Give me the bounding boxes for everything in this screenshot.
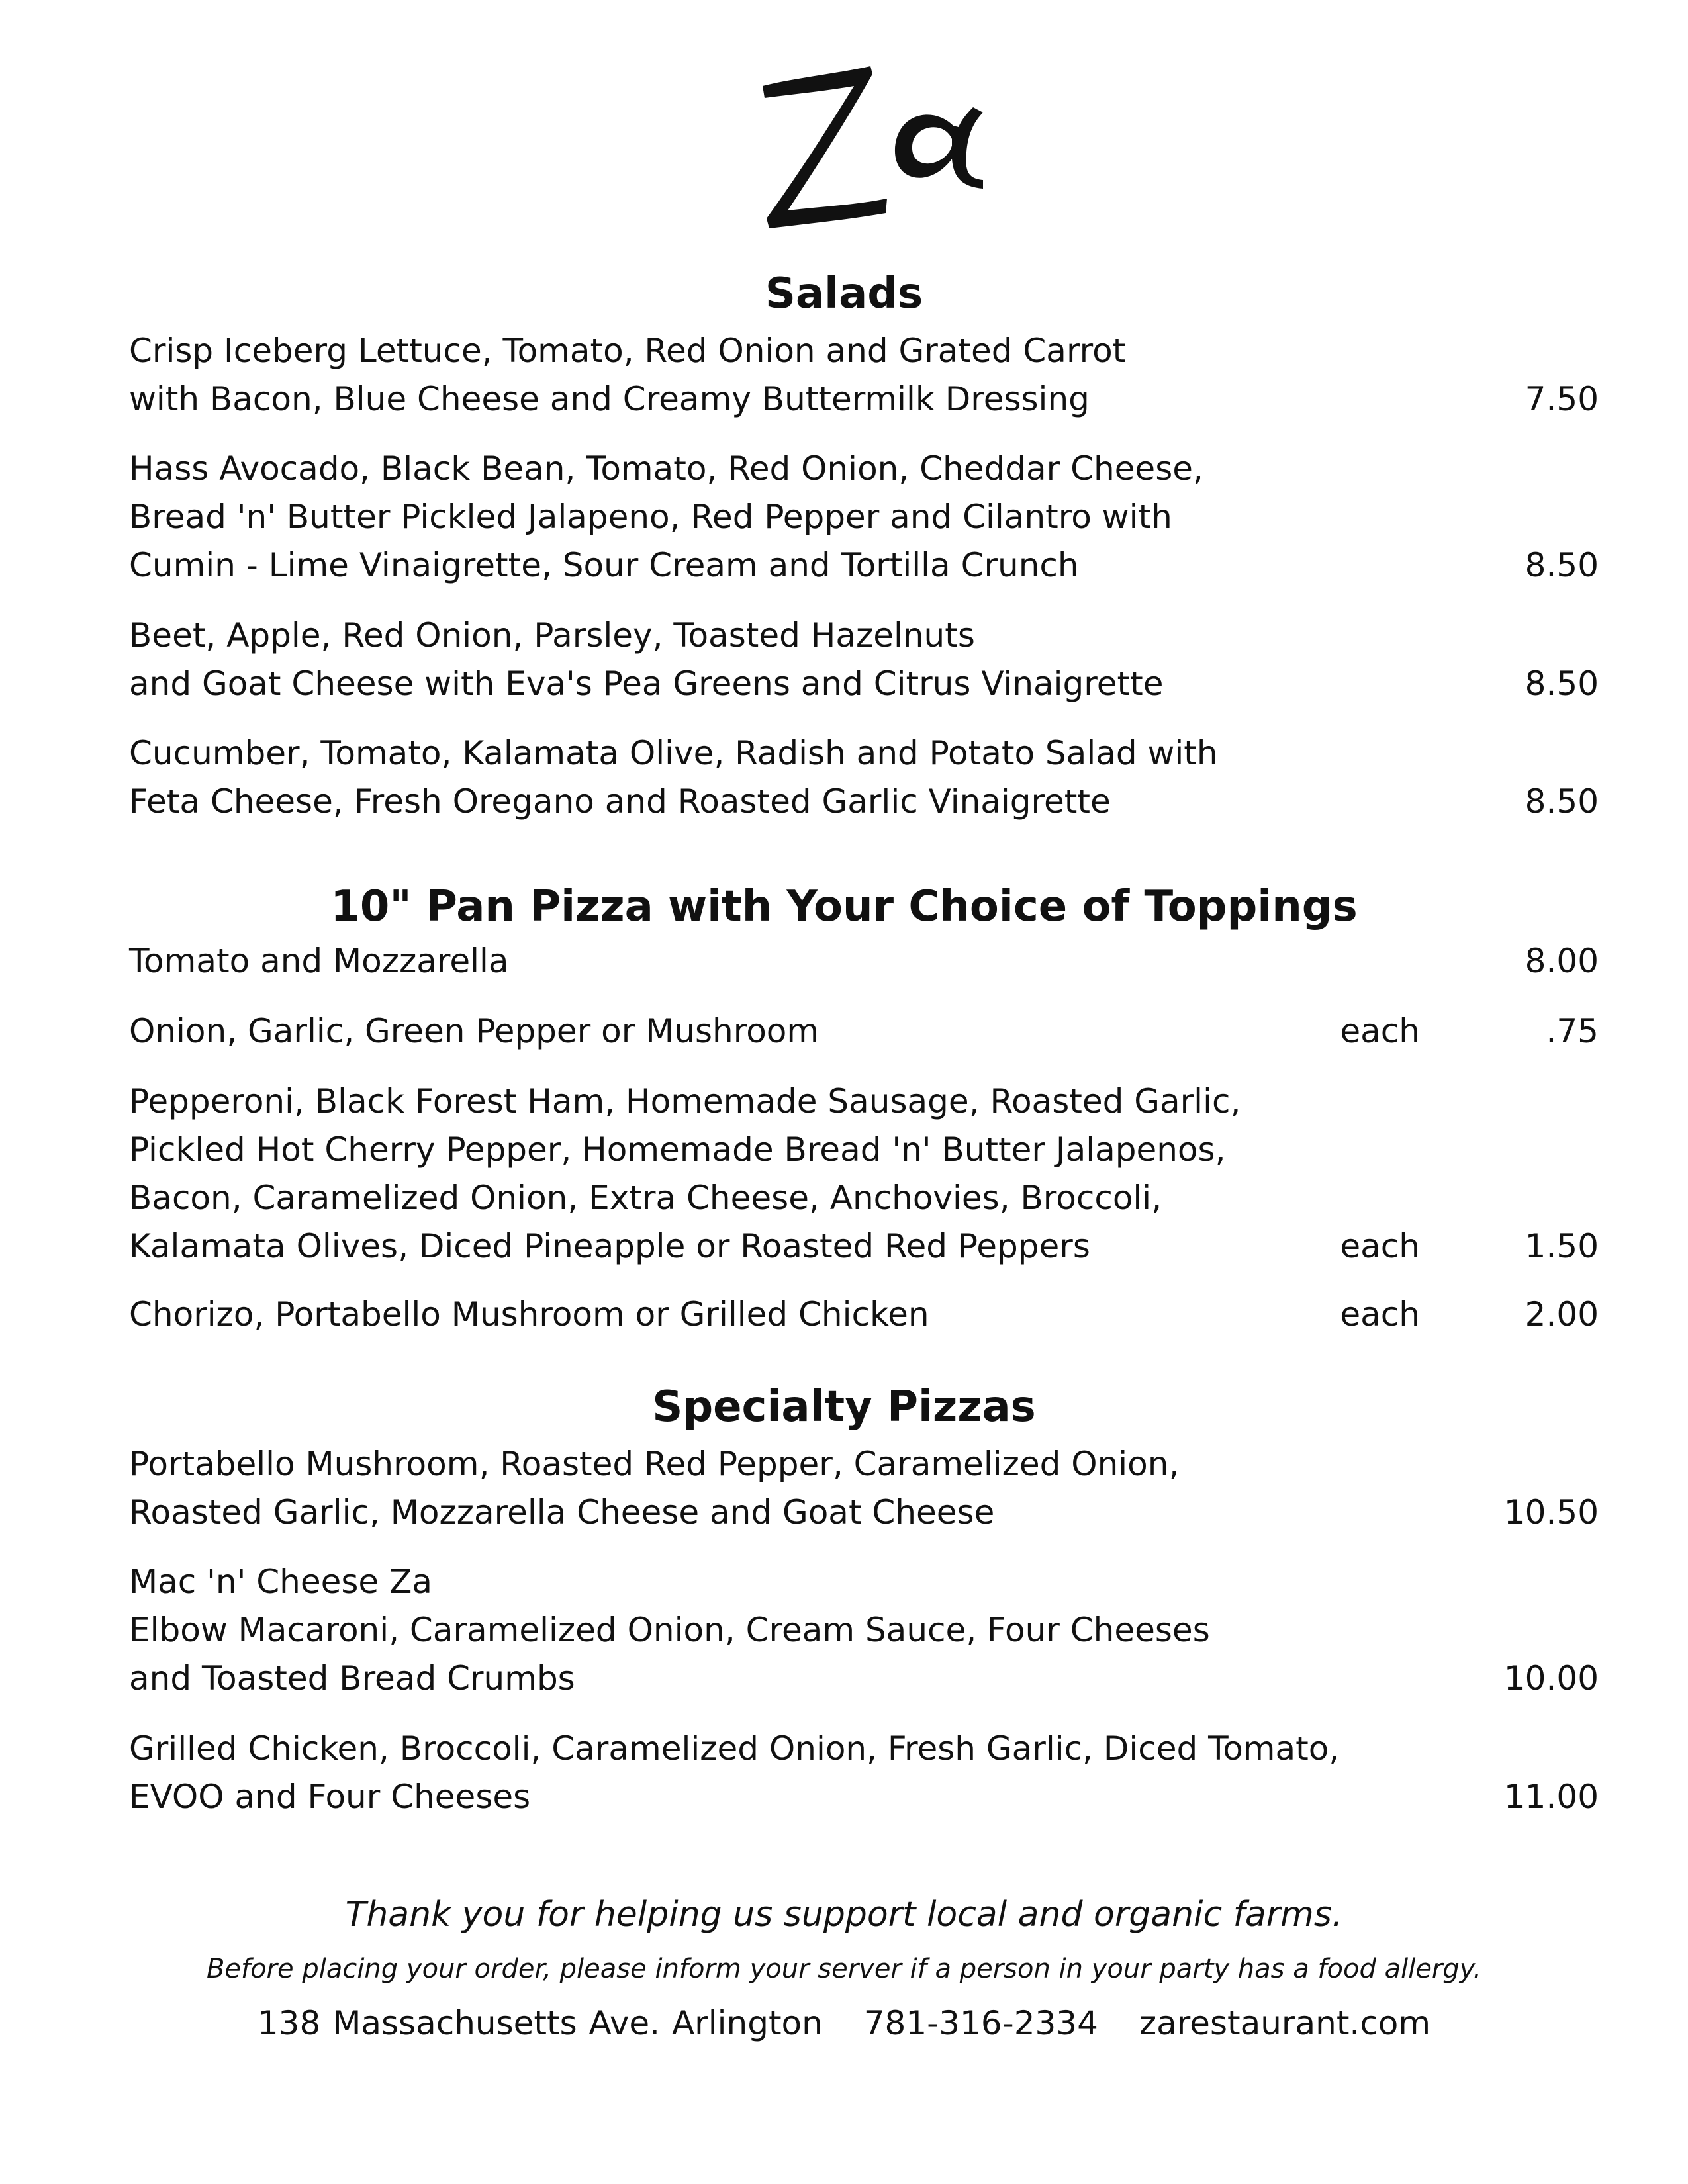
item-line: Crisp Iceberg Lettuce, Tomato, Red Onion and Grated Carrot xyxy=(129,332,1126,370)
item-line: Portabello Mushroom, Roasted Red Pepper, Caramelized Onion, xyxy=(129,1445,1180,1483)
pan-pizza-item-3 xyxy=(129,1077,1599,1271)
item-line: Mac 'n' Cheese Za xyxy=(129,1563,432,1601)
item-price: 10.50 xyxy=(1503,1493,1599,1531)
item-line: Tomato and Mozzarella xyxy=(129,942,509,980)
item-price: 1.50 xyxy=(1524,1227,1599,1265)
salad-item-4 xyxy=(129,729,1599,826)
pan-pizza-item-1 xyxy=(129,937,1599,985)
item-line: Roasted Garlic, Mozzarella Cheese and Goat Cheese xyxy=(129,1493,995,1531)
item-unit: each xyxy=(1340,1012,1420,1050)
item-price: 8.50 xyxy=(1524,782,1599,821)
item-unit: each xyxy=(1340,1295,1420,1334)
item-line: Hass Avocado, Black Bean, Tomato, Red Onion, Cheddar Cheese, xyxy=(129,449,1203,488)
item-line: Feta Cheese, Fresh Oregano and Roasted Garlic Vinaigrette xyxy=(129,782,1111,821)
item-line: Beet, Apple, Red Onion, Parsley, Toasted Hazelnuts xyxy=(129,616,975,655)
specialty-item-2 xyxy=(129,1558,1599,1703)
item-line: Bread 'n' Butter Pickled Jalapeno, Red Pepper and Cilantro with xyxy=(129,498,1172,536)
footer-phone: 781-316-2334 xyxy=(863,2004,1098,2042)
footer-allergy-note: Before placing your order, please inform your server if a person in your party has a food allergy. xyxy=(206,1954,1482,1984)
item-line: and Toasted Bread Crumbs xyxy=(129,1659,575,1698)
footer-thanks-note: Thank you for helping us support local and organic farms. xyxy=(345,1895,1343,1934)
item-line: EVOO and Four Cheeses xyxy=(129,1778,531,1816)
item-price: 8.50 xyxy=(1524,546,1599,584)
item-price: 10.00 xyxy=(1503,1659,1599,1698)
item-price: 8.00 xyxy=(1524,942,1599,980)
item-price: .75 xyxy=(1546,1012,1599,1050)
footer-website: zarestaurant.com xyxy=(1139,2004,1431,2042)
item-price: 2.00 xyxy=(1524,1295,1599,1334)
restaurant-logo xyxy=(755,40,1006,232)
za-logo-mark xyxy=(755,40,1006,232)
specialty-item-1 xyxy=(129,1440,1599,1537)
item-line: Kalamata Olives, Diced Pineapple or Roasted Red Peppers xyxy=(129,1227,1090,1265)
salad-item-3 xyxy=(129,612,1599,708)
footer-address: 138 Massachusetts Ave. Arlington xyxy=(257,2004,823,2042)
item-price: 7.50 xyxy=(1524,380,1599,418)
item-unit: each xyxy=(1340,1227,1420,1265)
item-line: Bacon, Caramelized Onion, Extra Cheese, Anchovies, Broccoli, xyxy=(129,1179,1162,1217)
item-price: 8.50 xyxy=(1524,664,1599,703)
item-line: and Goat Cheese with Eva's Pea Greens and Citrus Vinaigrette xyxy=(129,664,1164,703)
item-line: Chorizo, Portabello Mushroom or Grilled Chicken xyxy=(129,1295,929,1334)
item-line: Elbow Macaroni, Caramelized Onion, Cream Sauce, Four Cheeses xyxy=(129,1611,1210,1649)
salads-heading: Salads xyxy=(765,269,923,318)
item-line: Grilled Chicken, Broccoli, Caramelized Onion, Fresh Garlic, Diced Tomato, xyxy=(129,1729,1340,1768)
specialty-item-3 xyxy=(129,1725,1599,1821)
pan-pizza-item-4 xyxy=(129,1291,1599,1339)
item-line: with Bacon, Blue Cheese and Creamy Buttermilk Dressing xyxy=(129,380,1090,418)
pan-pizza-heading: 10" Pan Pizza with Your Choice of Toppings xyxy=(330,882,1358,931)
salad-item-2 xyxy=(129,445,1599,590)
footer-contact xyxy=(0,2000,1688,2046)
item-line: Cumin - Lime Vinaigrette, Sour Cream and Tortilla Crunch xyxy=(129,546,1079,584)
specialty-pizzas-heading: Specialty Pizzas xyxy=(652,1383,1036,1432)
item-line: Cucumber, Tomato, Kalamata Olive, Radish and Potato Salad with xyxy=(129,734,1218,772)
item-line: Pepperoni, Black Forest Ham, Homemade Sausage, Roasted Garlic, xyxy=(129,1082,1241,1120)
item-price: 11.00 xyxy=(1503,1778,1599,1816)
item-line: Pickled Hot Cherry Pepper, Homemade Bread 'n' Butter Jalapenos, xyxy=(129,1130,1226,1169)
item-line: Onion, Garlic, Green Pepper or Mushroom xyxy=(129,1012,820,1050)
salad-item-1 xyxy=(129,327,1599,424)
pan-pizza-item-2 xyxy=(129,1007,1599,1056)
